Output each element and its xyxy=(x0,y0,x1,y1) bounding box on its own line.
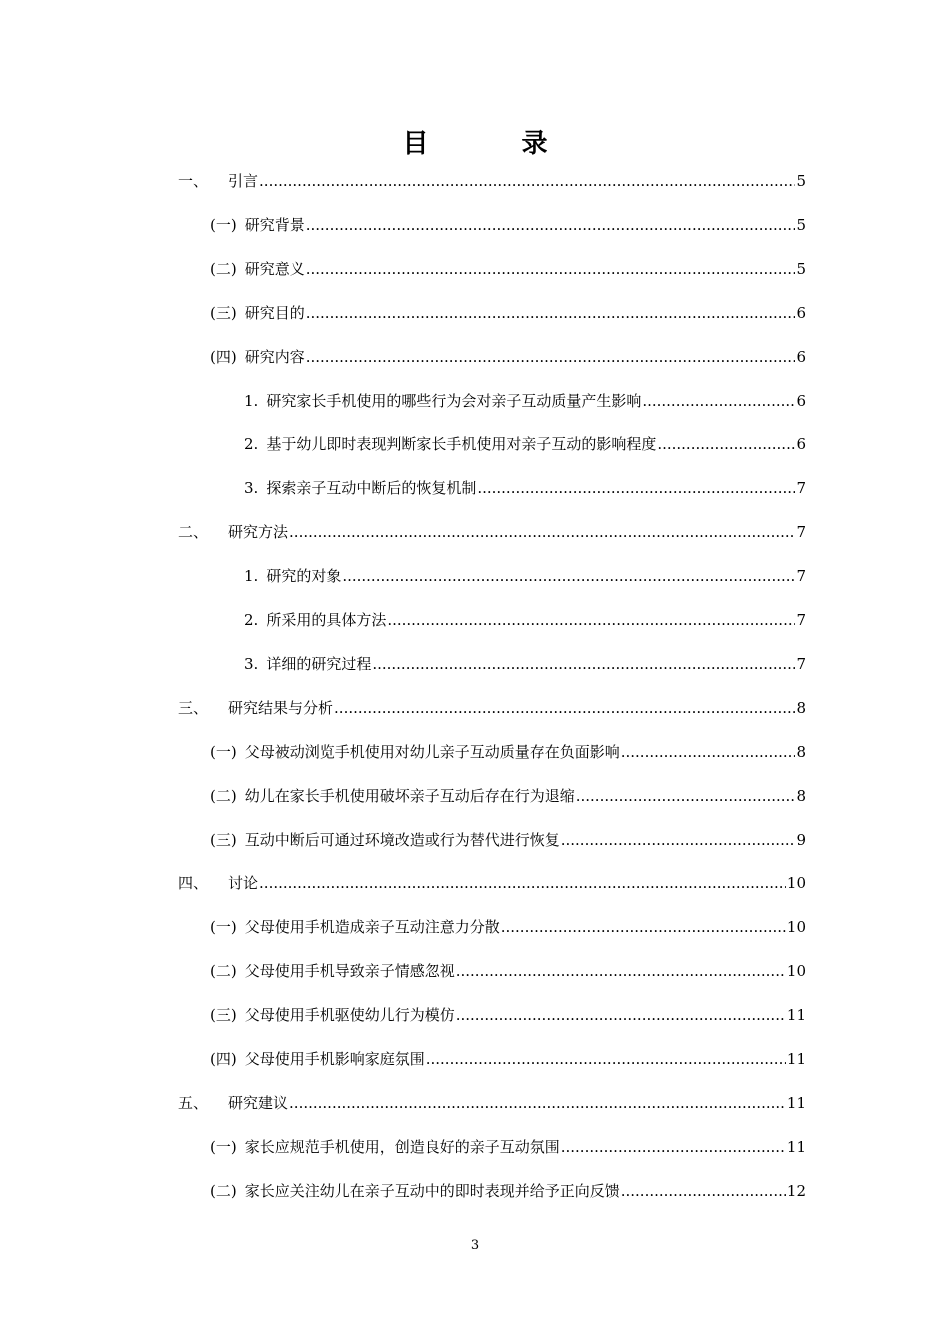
toc-entry[interactable] xyxy=(0,1177,950,1205)
toc-entry-number: 三、 xyxy=(178,698,209,717)
toc-entry-title: 研究的对象 xyxy=(266,567,342,586)
toc-entry-title: 父母使用手机导致亲子情感忽视 xyxy=(244,962,455,981)
toc-entry[interactable] xyxy=(0,694,950,722)
toc-entry-number: (三) xyxy=(210,1006,237,1025)
toc-entry-page: 5 xyxy=(796,215,806,234)
toc-entry[interactable] xyxy=(0,518,950,546)
toc-entry-page: 5 xyxy=(796,172,806,190)
toc-entry[interactable] xyxy=(0,782,950,810)
toc-entry-title: 研究目的 xyxy=(244,303,305,322)
toc-entry-title: 研究建议 xyxy=(228,1093,289,1112)
toc-entry[interactable] xyxy=(0,1001,950,1029)
dot-leader xyxy=(306,343,796,371)
toc-entry-title: 探索亲子互动中断后的恢复机制 xyxy=(266,479,477,498)
toc-entry-number: 2. xyxy=(244,435,259,454)
toc-entry-page: 5 xyxy=(796,259,806,278)
toc-entry-page: 11 xyxy=(786,1137,806,1156)
dot-leader xyxy=(259,167,795,195)
toc-entry-number: (三) xyxy=(210,830,237,849)
dot-leader xyxy=(342,562,795,590)
toc-entry[interactable] xyxy=(0,869,950,897)
toc-entry-number: 四、 xyxy=(178,874,209,893)
toc-entry-page: 12 xyxy=(786,1181,806,1200)
dot-leader xyxy=(657,430,795,458)
dot-leader xyxy=(477,474,795,502)
toc-entry-page: 7 xyxy=(796,654,806,673)
toc-entry-page: 6 xyxy=(796,347,806,366)
toc-entry-page: 10 xyxy=(786,962,806,981)
toc-entry-number: (一) xyxy=(210,215,237,234)
toc-entry[interactable] xyxy=(0,167,950,195)
dot-leader xyxy=(456,957,786,985)
toc-entry-number: 3. xyxy=(244,479,259,498)
toc-entry-number: (一) xyxy=(210,918,237,937)
page-number: 3 xyxy=(470,1238,480,1253)
toc-entry[interactable] xyxy=(0,343,950,371)
toc-entry-number: 2. xyxy=(244,611,259,629)
toc-entry-title: 父母使用手机造成亲子互动注意力分散 xyxy=(244,918,500,937)
toc-entry-title: 详细的研究过程 xyxy=(266,654,372,673)
toc-entry-title: 研究意义 xyxy=(244,259,305,278)
toc-entry[interactable] xyxy=(0,913,950,941)
dot-leader xyxy=(642,387,795,415)
toc-entry-number: (四) xyxy=(210,347,237,366)
dot-leader xyxy=(372,650,795,678)
toc-entry-page: 7 xyxy=(796,479,806,498)
toc-entry-title: 所采用的具体方法 xyxy=(266,611,387,629)
toc-entry[interactable] xyxy=(0,299,950,327)
toc-entry-number: (一) xyxy=(210,1137,237,1156)
toc-entry-title: 研究内容 xyxy=(244,347,305,366)
dot-leader xyxy=(289,1089,786,1117)
toc-entry[interactable] xyxy=(0,826,950,854)
toc-entry-title: 讨论 xyxy=(228,874,259,893)
toc-entry-title: 基于幼儿即时表现判断家长手机使用对亲子互动的影响程度 xyxy=(266,435,657,454)
toc-entry[interactable] xyxy=(0,211,950,239)
dot-leader xyxy=(561,826,796,854)
toc-entry-page: 9 xyxy=(796,830,806,849)
toc-entry-title: 家长应关注幼儿在亲子互动中的即时表现并给予正向反馈 xyxy=(244,1181,620,1200)
toc-entry[interactable] xyxy=(0,1133,950,1161)
toc-entry-page: 7 xyxy=(796,611,806,629)
toc-entry-title: 幼儿在家长手机使用破坏亲子互动后存在行为退缩 xyxy=(244,786,575,805)
toc-entry-page: 8 xyxy=(796,698,806,717)
toc-entry[interactable] xyxy=(0,957,950,985)
toc-entry-title: 父母使用手机驱使幼儿行为模仿 xyxy=(244,1006,455,1025)
toc-entry-number: 1. xyxy=(244,567,259,586)
toc-entry[interactable] xyxy=(0,255,950,283)
toc-entry-title: 引言 xyxy=(228,172,259,190)
toc-entry-title: 研究家长手机使用的哪些行为会对亲子互动质量产生影响 xyxy=(266,391,642,410)
toc-entry-number: (二) xyxy=(210,962,237,981)
toc-entry-page: 11 xyxy=(786,1093,806,1112)
toc-entry-title: 家长应规范手机使用，创造良好的亲子互动氛围 xyxy=(244,1137,560,1156)
toc-entry-page: 6 xyxy=(796,303,806,322)
toc-entry-page: 6 xyxy=(796,391,806,410)
toc-entry-page: 11 xyxy=(786,1006,806,1025)
toc-entry-page: 8 xyxy=(796,786,806,805)
toc-entry-title: 父母被动浏览手机使用对幼儿亲子互动质量存在负面影响 xyxy=(244,742,620,761)
toc-entry[interactable] xyxy=(0,738,950,766)
toc-entry-title: 研究结果与分析 xyxy=(228,698,334,717)
toc-entry[interactable] xyxy=(0,1045,950,1073)
toc-entry-page: 6 xyxy=(796,435,806,454)
toc-entry-page: 10 xyxy=(786,874,806,893)
toc-entry[interactable] xyxy=(0,474,950,502)
toc-entry-number: (一) xyxy=(210,742,237,761)
dot-leader xyxy=(306,211,796,239)
toc-entry-page: 11 xyxy=(786,1050,806,1068)
toc-entry-number: (二) xyxy=(210,786,237,805)
toc-entry-page: 7 xyxy=(796,567,806,586)
toc-entry-number: (三) xyxy=(210,303,237,322)
toc-entry-number: (四) xyxy=(210,1050,237,1068)
toc-entry[interactable] xyxy=(0,430,950,458)
toc-entry[interactable] xyxy=(0,387,950,415)
dot-leader xyxy=(621,1177,786,1205)
dot-leader xyxy=(561,1133,786,1161)
dot-leader xyxy=(289,518,795,546)
toc-entry-page: 10 xyxy=(786,918,806,937)
toc-entry-number: 二、 xyxy=(178,523,209,542)
toc-entry-title: 研究方法 xyxy=(228,523,289,542)
dot-leader xyxy=(576,782,796,810)
dot-leader xyxy=(387,606,795,634)
toc-entry[interactable] xyxy=(0,562,950,590)
toc-entry[interactable] xyxy=(0,606,950,634)
dot-leader xyxy=(259,869,786,897)
dot-leader xyxy=(334,694,795,722)
toc-title: 目 录 xyxy=(402,129,590,159)
toc-entry-number: 五、 xyxy=(178,1093,209,1112)
dot-leader xyxy=(456,1001,786,1029)
toc-entry-title: 研究背景 xyxy=(244,215,305,234)
dot-leader xyxy=(306,299,796,327)
dot-leader xyxy=(426,1045,786,1073)
toc-entry-title: 父母使用手机影响家庭氛围 xyxy=(244,1050,425,1068)
toc-entry-title: 互动中断后可通过环境改造或行为替代进行恢复 xyxy=(244,830,560,849)
dot-leader xyxy=(621,738,796,766)
toc-entry-number: 一、 xyxy=(178,172,209,190)
toc-entry-number: (二) xyxy=(210,259,237,278)
dot-leader xyxy=(501,913,786,941)
toc-entry-number: 1. xyxy=(244,391,259,410)
toc-entry-number: 3. xyxy=(244,654,259,673)
toc-entry-page: 8 xyxy=(796,742,806,761)
toc-entry[interactable] xyxy=(0,650,950,678)
toc-entry[interactable] xyxy=(0,1089,950,1117)
dot-leader xyxy=(306,255,796,283)
toc-entry-page: 7 xyxy=(796,523,806,542)
toc-entry-number: (二) xyxy=(210,1181,237,1200)
